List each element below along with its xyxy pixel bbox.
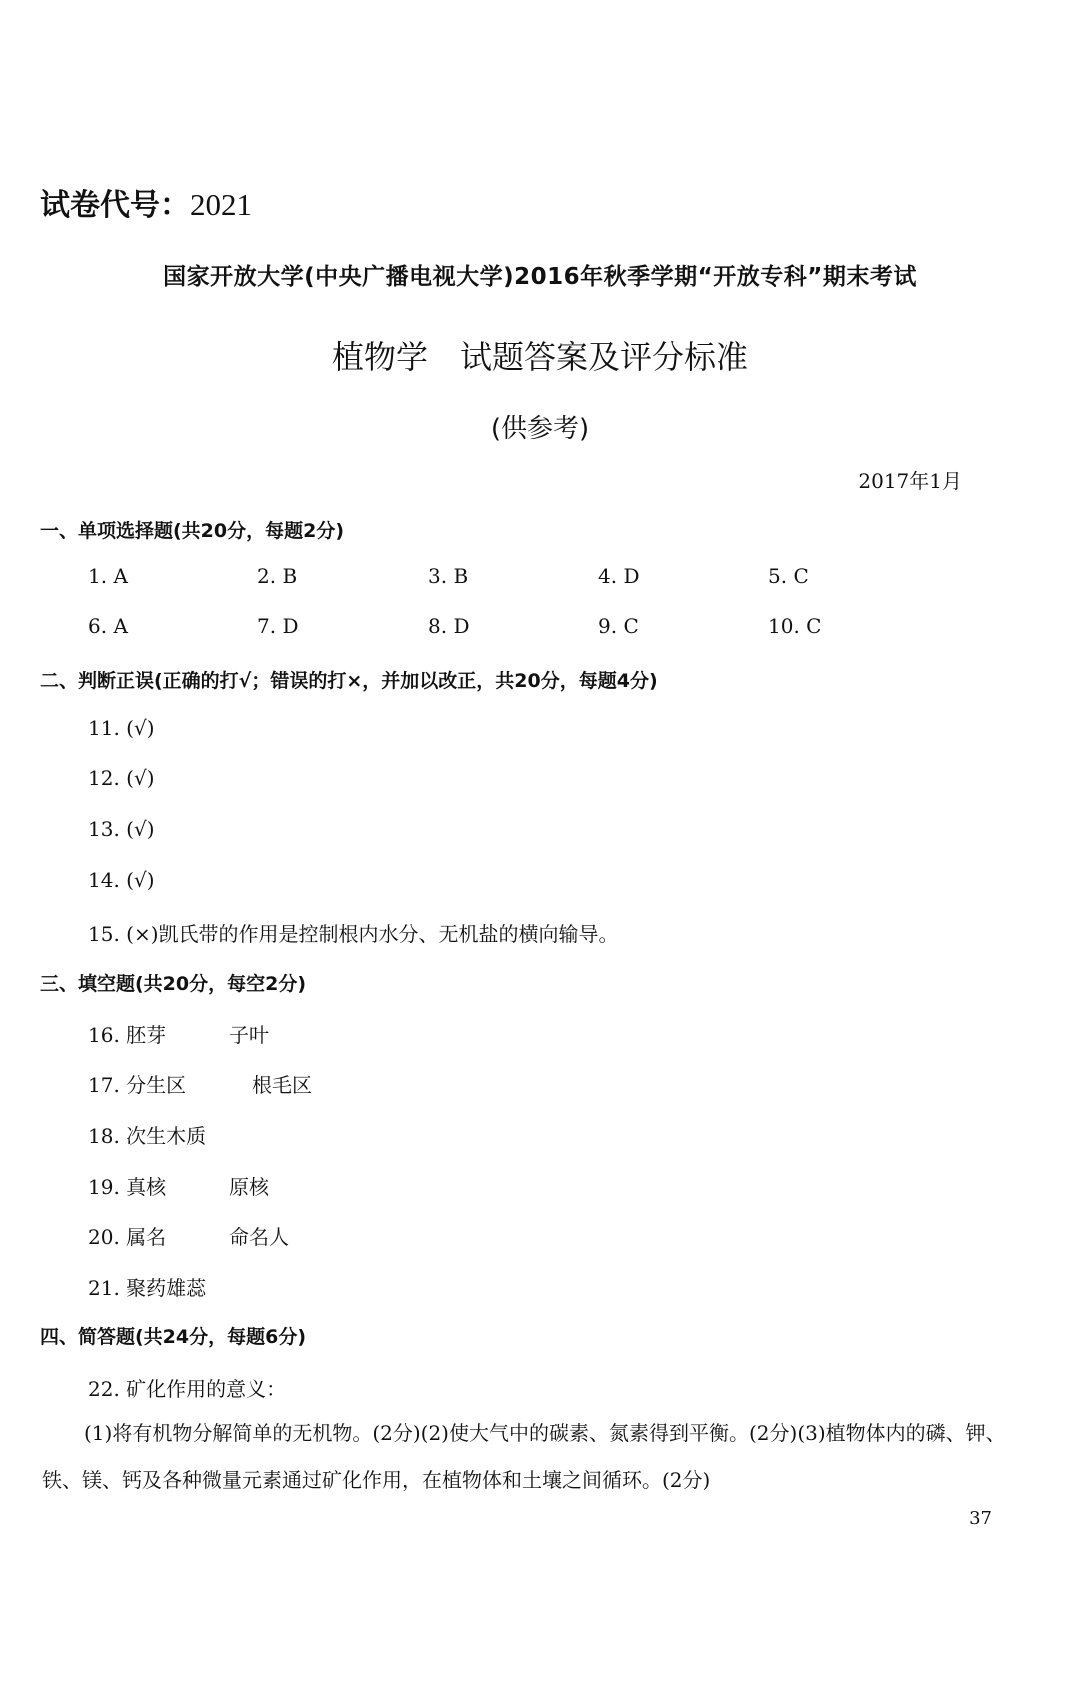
- answer-blank-1: 聚药雄蕊: [126, 1276, 207, 1300]
- answer-blank-2: 子叶: [229, 1023, 269, 1047]
- answer-item: 2. B: [257, 564, 298, 588]
- fill-answer: [88, 1171, 166, 1200]
- section-title: 一、单项选择题(共20分，每题2分): [40, 520, 345, 542]
- answer-blank-1: 分生区: [126, 1073, 187, 1097]
- answer-blank-1: 属名: [126, 1225, 167, 1249]
- answer-item: 8. D: [428, 614, 470, 638]
- reference-note: (供参考): [490, 414, 590, 444]
- fill-answer: [88, 1221, 166, 1250]
- answer-item: 6. A: [88, 614, 128, 638]
- answer-item: 1. A: [88, 564, 128, 588]
- answer-blank-2: 根毛区: [252, 1073, 312, 1097]
- answer-number: 20.: [88, 1225, 120, 1249]
- fill-answer: [88, 1019, 166, 1048]
- answer-item: 3. B: [428, 564, 469, 588]
- answer-item: 12. (√): [88, 766, 155, 790]
- exam-code: [40, 180, 252, 224]
- answer-number: 16.: [88, 1023, 120, 1047]
- answer-blank-1: 真核: [126, 1175, 167, 1199]
- answer-item: 15. (×)凯氏带的作用是控制根内水分、无机盐的横向输导。: [88, 922, 619, 946]
- answer-blank-2: 命名人: [229, 1225, 289, 1249]
- section-title: 三、填空题(共20分，每空2分): [40, 973, 307, 995]
- answer-item: 5. C: [768, 564, 809, 588]
- page-number: 37: [969, 1508, 992, 1529]
- question-heading: 22. 矿化作用的意义：: [88, 1377, 287, 1401]
- answer-number: 17.: [88, 1073, 120, 1097]
- answer-blank-1: 次生木质: [126, 1124, 207, 1148]
- subject-title: 植物学 试题答案及评分标准: [331, 338, 748, 376]
- exam-code-number: 2021: [190, 187, 252, 222]
- answer-number: 21.: [88, 1276, 120, 1300]
- section-title: 四、简答题(共24分，每题6分): [40, 1326, 307, 1348]
- answer-item: 4. D: [598, 564, 640, 588]
- answer-blank-2: 原核: [229, 1175, 269, 1199]
- answer-item: 14. (√): [88, 868, 155, 892]
- fill-answer: [88, 1120, 206, 1149]
- exam-title: 国家开放大学(中央广播电视大学)2016年秋季学期“开放专科”期末考试: [163, 264, 917, 290]
- answer-item: 10. C: [768, 614, 822, 638]
- answer-blank-1: 胚芽: [126, 1023, 167, 1047]
- answer-paragraph: (1)将有机物分解简单的无机物。(2分)(2)使大气中的碳素、氮素得到平衡。(2分)(3)植物体内的磷、钾、铁、镁、钙及各种微量元素通过矿化作用，在植物体和土壤之间循环。(2分): [42, 1421, 1006, 1492]
- answer-item: 9. C: [598, 614, 639, 638]
- fill-answer: [88, 1069, 186, 1098]
- fill-answer: [88, 1272, 206, 1301]
- section-title: 二、判断正误(正确的打√；错误的打×，并加以改正，共20分，每题4分): [40, 670, 658, 692]
- exam-date: 2017年1月: [858, 469, 962, 493]
- exam-code-label: 试卷代号：: [40, 188, 190, 223]
- answer-number: 18.: [88, 1124, 120, 1148]
- answer-item: 13. (√): [88, 817, 155, 841]
- answer-number: 19.: [88, 1175, 120, 1199]
- answer-item: 7. D: [257, 614, 299, 638]
- answer-item: 11. (√): [88, 716, 155, 740]
